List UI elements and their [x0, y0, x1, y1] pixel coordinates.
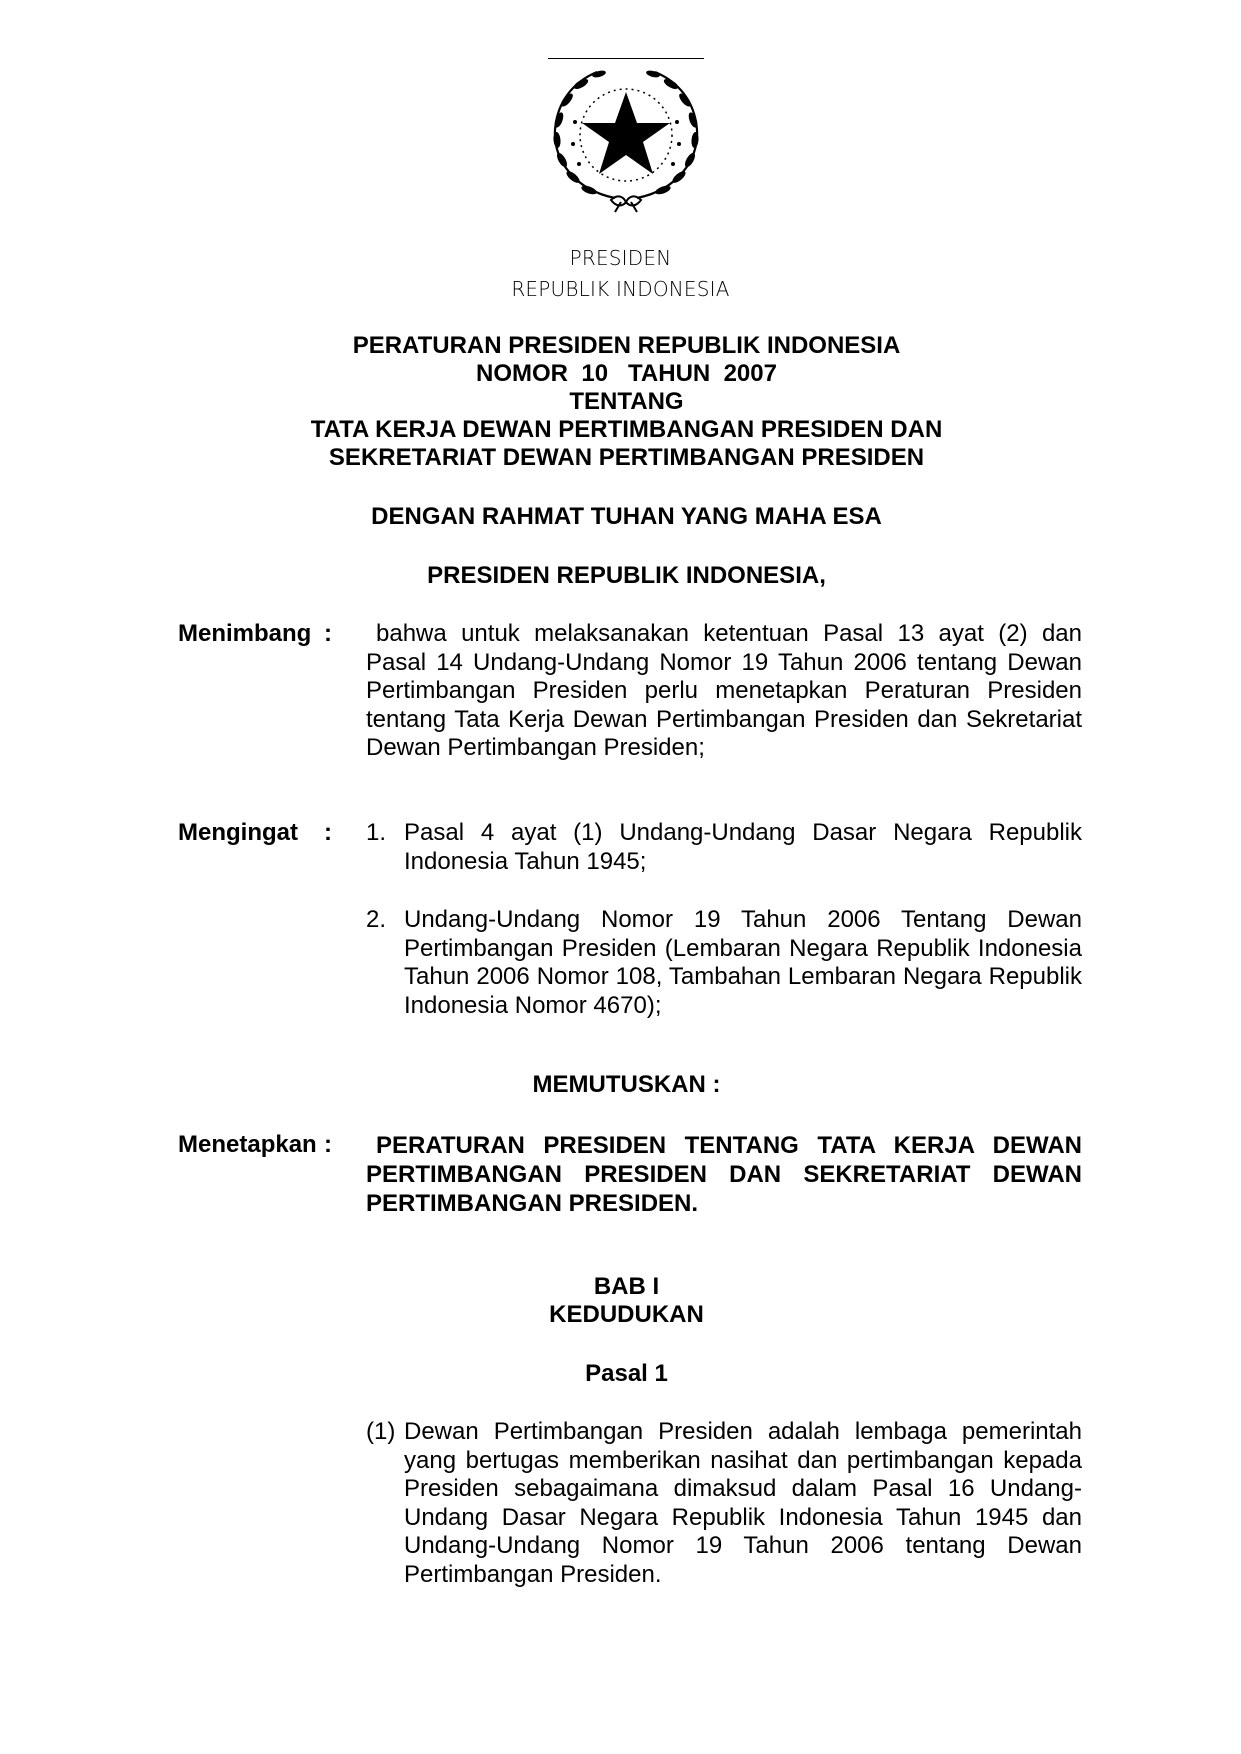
- pasal-item-text: Dewan Pertimbangan Presiden adalah lembaga pemerintah yang bertugas memberikan nasihat dan pertimbangan kepada Presiden sebagaimana dimaksud dalam Pasal 16 Undang-Undang Dasar Negara Republik Indonesia Tahun 1945 dan Undang-Undang Nomor 19 Tahun 2006 tentang Dewan Pertimbangan Presiden.: [404, 1418, 1082, 1588]
- memutuskan-heading: MEMUTUSKAN :: [532, 1071, 721, 1098]
- pasal-item: [366, 1418, 1082, 1590]
- mengingat-item: [366, 819, 1082, 876]
- authority: PRESIDEN REPUBLIK INDONESIA,: [427, 562, 826, 589]
- mengingat-colon: :: [324, 819, 332, 846]
- title-line-2: NOMOR 10 TAHUN 2007: [476, 360, 777, 387]
- title-line-5: SEKRETARIAT DEWAN PERTIMBANGAN PRESIDEN: [328, 444, 925, 471]
- mengingat-item: [366, 906, 1082, 1020]
- menetapkan-label: Menetapkan: [178, 1131, 317, 1158]
- letterhead-rule: [548, 58, 704, 59]
- menimbang-text: bahwa untuk melaksanakan ketentuan Pasal 13 ayat (2) dan Pasal 14 Undang-Undang Nomor 19 Tahun 2006 tentang Dewan Pertimbangan Presiden perlu menetapkan Peraturan Presiden tentang Tata Kerja Dewan Pertimbangan Presiden dan Sekretariat Dewan Pertimbangan Presiden;: [366, 620, 1082, 762]
- mengingat-item-number: 1.: [366, 819, 387, 846]
- title-line-3: TENTANG: [569, 388, 684, 415]
- mengingat-label: Mengingat: [178, 819, 298, 846]
- mengingat-item-text: Undang-Undang Nomor 19 Tahun 2006 Tentang Dewan Pertimbangan Presiden (Lembaran Negara Republik Indonesia Tahun 2006 Nomor 108, Tambahan Lembaran Negara Republik Indonesia Nomor 4670);: [404, 906, 1082, 1019]
- menetapkan-text: PERATURAN PRESIDEN TENTANG TATA KERJA DEWAN PERTIMBANGAN PRESIDEN DAN SEKRETARIAT DEWAN PERTIMBANGAN PRESIDEN.: [366, 1132, 1082, 1217]
- title-line-1: PERATURAN PRESIDEN REPUBLIK INDONESIA: [352, 332, 901, 359]
- invocation: DENGAN RAHMAT TUHAN YANG MAHA ESA: [371, 503, 882, 530]
- letterhead-line-republik: REPUBLIK INDONESIA: [511, 277, 730, 301]
- menimbang-colon: :: [324, 620, 332, 647]
- menetapkan-colon: :: [324, 1131, 332, 1158]
- mengingat-item-number: 2.: [366, 906, 387, 933]
- bab-number: BAB I: [593, 1273, 660, 1300]
- mengingat-item-text: Pasal 4 ayat (1) Undang-Undang Dasar Negara Republik Indonesia Tahun 1945;: [404, 819, 1082, 875]
- menimbang-label: Menimbang: [178, 620, 312, 647]
- letterhead-line-presiden: PRESIDEN: [569, 246, 672, 270]
- pasal-item-number: (1): [366, 1418, 396, 1445]
- bab-title: KEDUDUKAN: [549, 1301, 704, 1328]
- title-line-4: TATA KERJA DEWAN PERTIMBANGAN PRESIDEN DAN: [310, 416, 943, 443]
- garuda-star-wreath-emblem-icon: [545, 60, 707, 216]
- pasal-title: Pasal 1: [585, 1360, 668, 1387]
